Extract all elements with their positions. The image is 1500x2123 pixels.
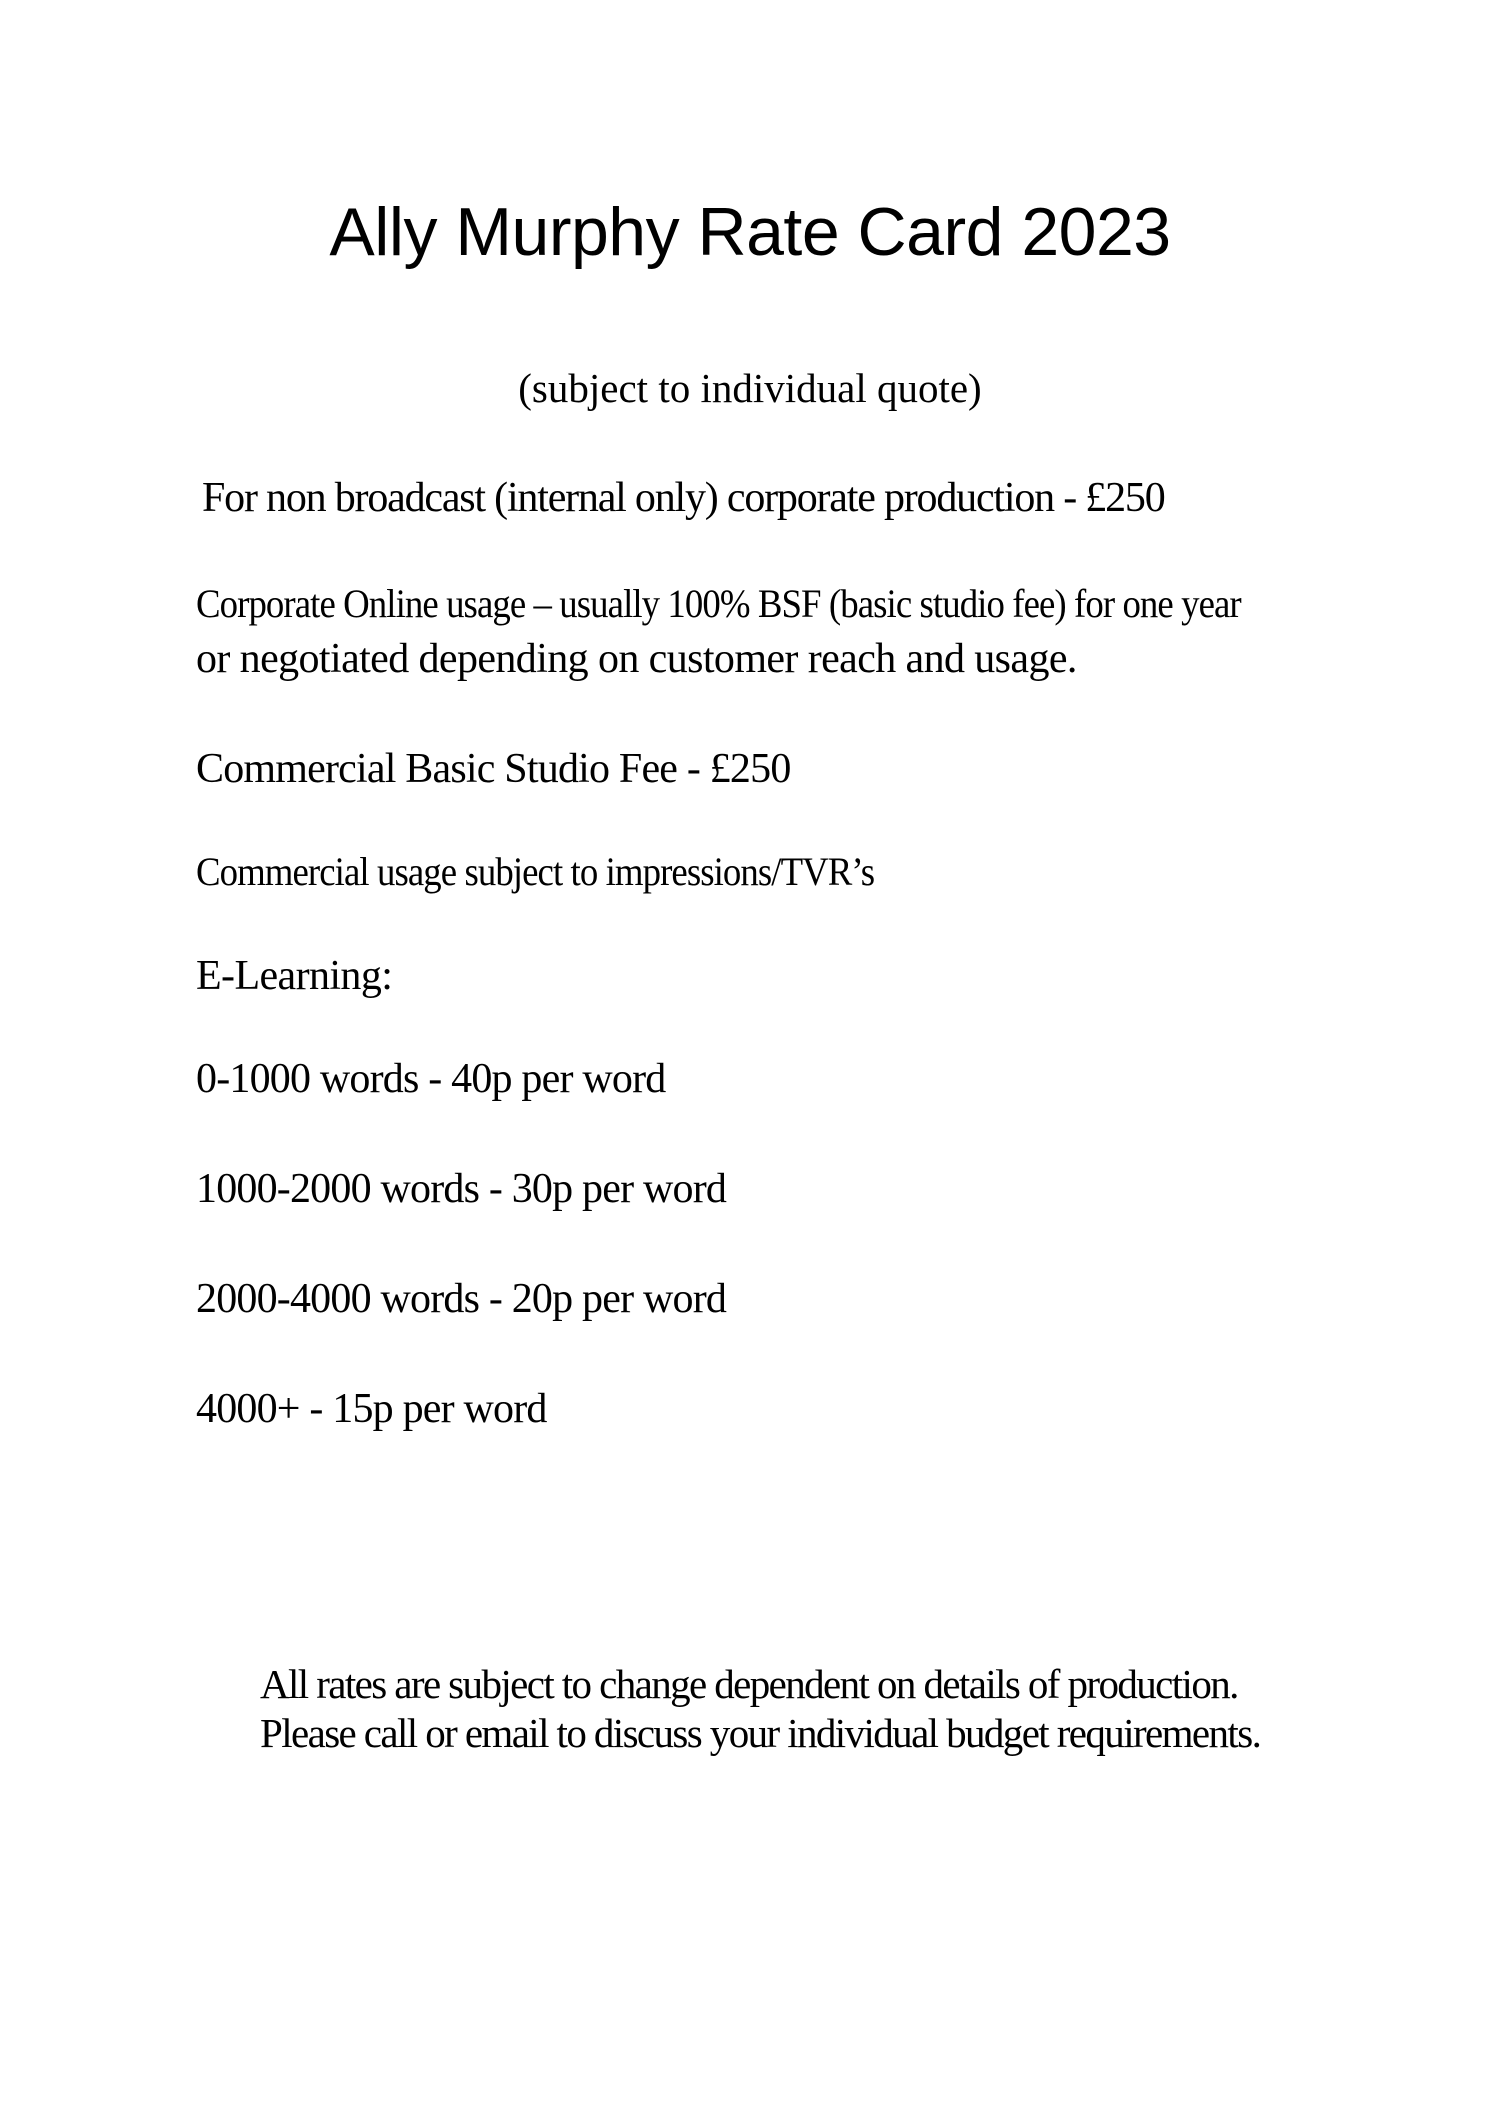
elearning-heading: E-Learning:	[196, 953, 393, 999]
elearning-tier: 0-1000 words - 40p per word	[196, 1056, 666, 1102]
elearning-tier: 4000+ - 15p per word	[196, 1386, 547, 1432]
corporate-online-usage-line-2: or negotiated depending on customer reach and usage.	[196, 636, 1077, 682]
commercial-usage-note: Commercial usage subject to impressions/TVR’s	[196, 849, 875, 894]
footer-note-line-2: Please call or email to discuss your individual budget requirements.	[260, 1710, 1261, 1756]
elearning-tier: 2000-4000 words - 20p per word	[196, 1276, 727, 1322]
page-title: Ally Murphy Rate Card 2023	[329, 194, 1171, 270]
corporate-online-usage-line-1: Corporate Online usage – usually 100% BSF (basic studio fee) for one year	[196, 581, 1241, 626]
commercial-basic-studio-fee: Commercial Basic Studio Fee - £250	[196, 746, 791, 792]
elearning-tier: 1000-2000 words - 30p per word	[196, 1166, 727, 1212]
subtitle: (subject to individual quote)	[518, 365, 982, 411]
footer-note-line-1: All rates are subject to change dependent on details of production.	[260, 1661, 1238, 1707]
non-broadcast-rate: For non broadcast (internal only) corporate production - £250	[202, 475, 1165, 521]
